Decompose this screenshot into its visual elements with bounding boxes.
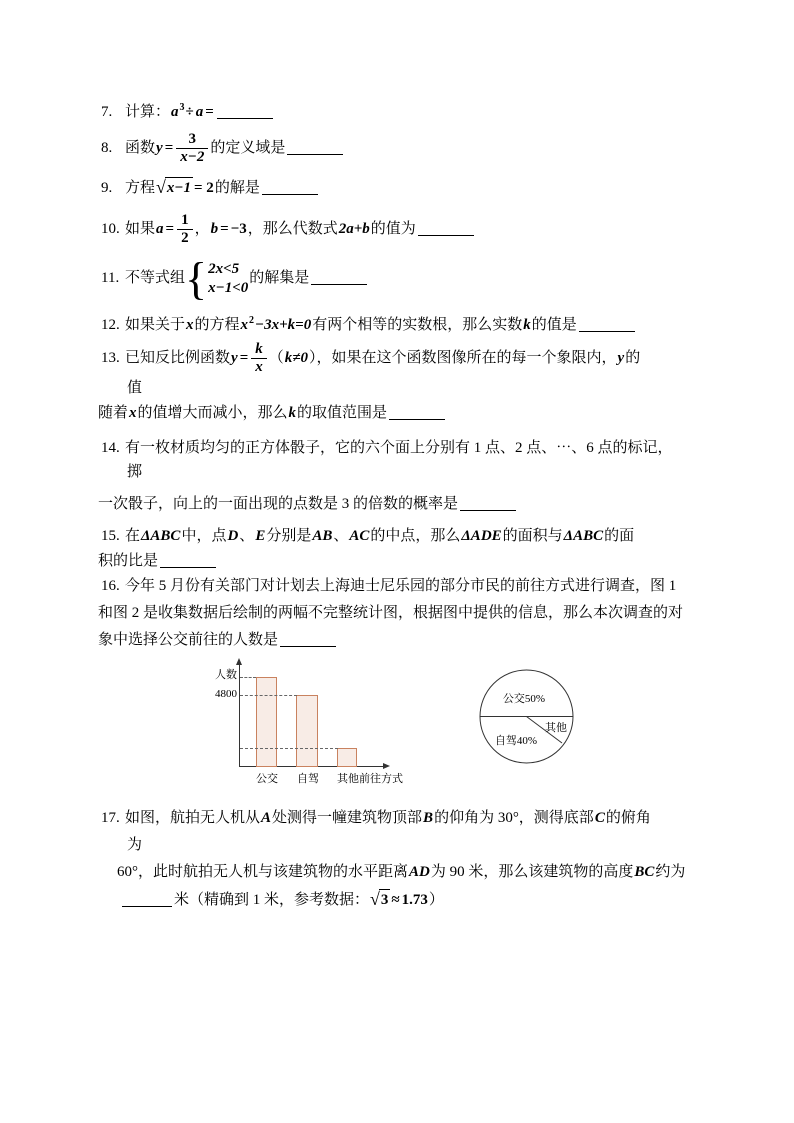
math-segment-ad: AD	[409, 864, 430, 880]
math-value: 1.73	[401, 892, 428, 908]
question-9	[101, 177, 320, 198]
radical-sign: √	[370, 889, 380, 909]
figure-pie-chart	[478, 668, 578, 768]
pie-slice-label-selfdrive: 自驾40%	[494, 735, 538, 747]
math-condition: k≠0	[284, 349, 308, 366]
question-text: 的取值范围是	[297, 405, 388, 421]
math-var-x: x	[186, 317, 194, 333]
math-var-k: k	[523, 317, 531, 333]
math-expression: −3x+k=0	[255, 317, 312, 333]
guide-dash-other	[240, 748, 338, 749]
question-text: 的定义域是	[210, 139, 286, 156]
guide-dash-4800	[240, 695, 297, 696]
question-text: 如图，航拍无人机从	[125, 810, 261, 826]
answer-blank	[460, 496, 516, 511]
pie-slice-label-other: 其他	[545, 722, 567, 734]
math-exponent: 2	[249, 315, 255, 326]
question-text: 的值为	[370, 220, 416, 237]
question-text: 象中选择公交前往的人数是	[98, 632, 279, 648]
math-segment-ac: AC	[349, 528, 370, 544]
question-number: 11.	[101, 270, 120, 287]
question-text: 如果	[125, 220, 156, 237]
math-point-d: D	[227, 528, 239, 544]
question-number: 16.	[101, 578, 120, 594]
question-text: 和图 2 是收集数据后绘制的两幅不完整统计图，根据图中提供的信息，那么本次调查的对	[98, 605, 684, 621]
answer-blank	[160, 553, 216, 568]
math-var-x: x	[240, 317, 249, 333]
answer-blank	[122, 892, 172, 907]
math-triangle-abc: ΔABC	[141, 528, 181, 544]
math-var-y: y	[617, 349, 625, 366]
question-text: 值	[127, 380, 143, 396]
fraction-denominator: 2	[181, 230, 189, 246]
pie-slice-label-bus: 公交50%	[502, 693, 546, 705]
bar-bus	[256, 677, 277, 767]
question-number: 13.	[101, 349, 120, 366]
fraction	[177, 212, 193, 247]
question-15-cont	[98, 551, 218, 571]
question-text: 的	[625, 349, 641, 366]
comma: ，	[194, 220, 210, 237]
bar-selfdrive	[296, 695, 318, 767]
question-number: 14.	[101, 440, 120, 456]
math-var-a: a	[171, 104, 179, 120]
question-text: 的方程	[194, 317, 240, 333]
fraction-numerator: 1	[177, 212, 193, 230]
question-17-cont	[127, 835, 142, 855]
question-text: 的值是	[531, 317, 577, 333]
fraction	[176, 131, 208, 166]
math-value: −3	[230, 220, 247, 237]
question-number: 9.	[101, 180, 113, 196]
question-text: 的俯角	[605, 810, 651, 826]
question-text: 函数	[125, 139, 156, 156]
y-axis-label: 人数	[215, 669, 237, 681]
question-16	[101, 576, 676, 596]
math-var-b: b	[210, 220, 219, 237]
math-point-e: E	[255, 528, 266, 544]
question-text: 的仰角为 30°，测得底部	[434, 810, 594, 826]
question-text: 有两个相等的实数根，那么实数	[312, 317, 523, 333]
answer-blank	[280, 632, 336, 647]
question-text: 方程	[125, 180, 156, 196]
question-16-cont	[98, 630, 338, 650]
question-text: 有一枚材质均匀的正方体骰子，它的六个面上分别有 1 点、2 点、⋯、6 点的标记，	[125, 440, 673, 456]
inequality-1: 2x<5	[208, 260, 240, 277]
question-text: ，那么代数式	[247, 220, 338, 237]
question-text: 分别是	[266, 528, 312, 544]
math-equals-sign: =	[165, 220, 175, 237]
question-text: 在	[125, 528, 141, 544]
math-var-y: y	[156, 139, 163, 156]
question-text: 计算：	[125, 104, 171, 120]
question-text: 今年 5 月份有关部门对计划去上海迪士尼乐园的部分市民的前往方式进行调查，图 1	[125, 578, 677, 594]
question-text: 的值增大而减小，那么	[137, 405, 288, 421]
question-text: 为	[127, 837, 143, 853]
math-var-k: k	[288, 405, 297, 421]
question-16-cont	[98, 603, 683, 623]
math-var-a: a	[195, 104, 204, 120]
math-var-x: x	[129, 405, 137, 421]
y-axis-tick-4800: 4800	[215, 688, 237, 700]
fraction	[251, 341, 267, 376]
math-var-y: y	[231, 349, 238, 366]
question-text: 约为	[655, 864, 686, 880]
question-13	[101, 341, 640, 376]
figure-bar-chart	[215, 660, 430, 800]
category-label-selfdrive: 自驾	[297, 773, 319, 785]
radicand: x−1	[165, 177, 193, 198]
separator: 、	[239, 528, 255, 544]
math-point-b: B	[423, 810, 434, 826]
math-divide-sign: ÷	[185, 104, 194, 120]
inequality-2: x−1<0	[208, 279, 249, 296]
math-triangle-ade: ΔADE	[461, 528, 502, 544]
question-text: ），如果在这个函数图像所在的每一个象限内，	[309, 349, 617, 366]
category-label-other: 其他	[337, 773, 359, 785]
question-text: 的面	[604, 528, 635, 544]
question-number: 15.	[101, 528, 120, 544]
question-10	[101, 212, 476, 247]
answer-blank	[262, 180, 318, 195]
question-text: 中，点	[181, 528, 227, 544]
question-number: 10.	[101, 220, 120, 237]
approx-sign: ≈	[391, 892, 400, 908]
math-expression: 2a+b	[338, 220, 370, 237]
question-text: 的面积与	[502, 528, 563, 544]
answer-blank	[311, 270, 367, 285]
guide-dash-bus	[240, 677, 256, 678]
fraction-denominator: x	[255, 359, 263, 375]
fraction-denominator: x−2	[180, 149, 205, 165]
question-number: 12.	[101, 317, 120, 333]
question-11	[101, 253, 369, 304]
question-text: 已知反比例函数	[125, 349, 231, 366]
question-7	[101, 98, 275, 122]
system-brace: {	[185, 253, 208, 304]
x-axis-label: 前往方式	[359, 773, 403, 785]
question-number: 8.	[101, 139, 113, 156]
math-point-c: C	[594, 810, 605, 826]
question-13-cont	[127, 378, 142, 398]
math-equation-rhs: = 2	[194, 180, 214, 196]
question-12	[101, 311, 637, 335]
question-text: 的解集是	[249, 270, 310, 287]
math-segment-ab: AB	[312, 528, 333, 544]
question-8	[101, 131, 345, 166]
y-axis	[239, 664, 240, 767]
answer-blank	[579, 317, 635, 332]
fraction-numerator: 3	[176, 131, 208, 149]
question-text: 掷	[127, 464, 143, 480]
question-text: 处测得一幢建筑物顶部	[272, 810, 423, 826]
question-14-cont	[127, 462, 142, 482]
math-equals-sign: =	[220, 220, 229, 237]
question-14-cont	[98, 494, 518, 514]
math-var-a: a	[156, 220, 164, 237]
question-number: 17.	[101, 810, 120, 826]
question-17	[101, 808, 651, 828]
answer-blank	[217, 104, 273, 119]
pie-chart-graphic	[478, 668, 578, 768]
open-paren: （	[268, 349, 284, 366]
question-text: 的中点，那么	[370, 528, 461, 544]
question-17-cont	[120, 889, 444, 910]
x-axis-arrow	[383, 763, 390, 769]
math-triangle-abc: ΔABC	[563, 528, 604, 544]
question-text: 60°，此时航拍无人机与该建筑物的水平距离	[117, 864, 409, 880]
question-text: 不等式组	[125, 270, 186, 287]
question-17-cont	[117, 862, 685, 882]
question-text: 米（精确到 1 米，参考数据：	[174, 892, 370, 908]
separator: 、	[333, 528, 349, 544]
category-label-bus: 公交	[256, 773, 278, 785]
answer-blank	[418, 221, 474, 236]
answer-blank	[287, 140, 343, 155]
question-text: 随着	[98, 405, 129, 421]
inequality-system	[207, 260, 249, 298]
bar-other	[337, 748, 357, 767]
question-15	[101, 526, 634, 546]
question-text: 积的比是	[98, 553, 159, 569]
question-14	[101, 438, 673, 458]
answer-blank	[389, 405, 445, 420]
question-text: 如果关于	[125, 317, 186, 333]
question-13-cont	[98, 403, 447, 423]
math-segment-bc: BC	[634, 864, 655, 880]
radical-sign: √	[156, 177, 166, 197]
math-equals-sign: =	[239, 349, 249, 366]
math-exponent: 3	[179, 102, 185, 113]
close-paren: ）	[428, 892, 444, 908]
fraction-numerator: k	[251, 341, 267, 359]
question-number: 7.	[101, 104, 113, 120]
math-equals-sign: =	[164, 139, 174, 156]
question-text: 的解是	[214, 180, 260, 196]
question-text: 为 90 米，那么该建筑物的高度	[430, 864, 634, 880]
radicand: 3	[379, 889, 391, 910]
question-text: 一次骰子，向上的一面出现的点数是 3 的倍数的概率是	[98, 496, 459, 512]
math-equals-sign: =	[205, 104, 214, 120]
math-point-a: A	[261, 810, 272, 826]
